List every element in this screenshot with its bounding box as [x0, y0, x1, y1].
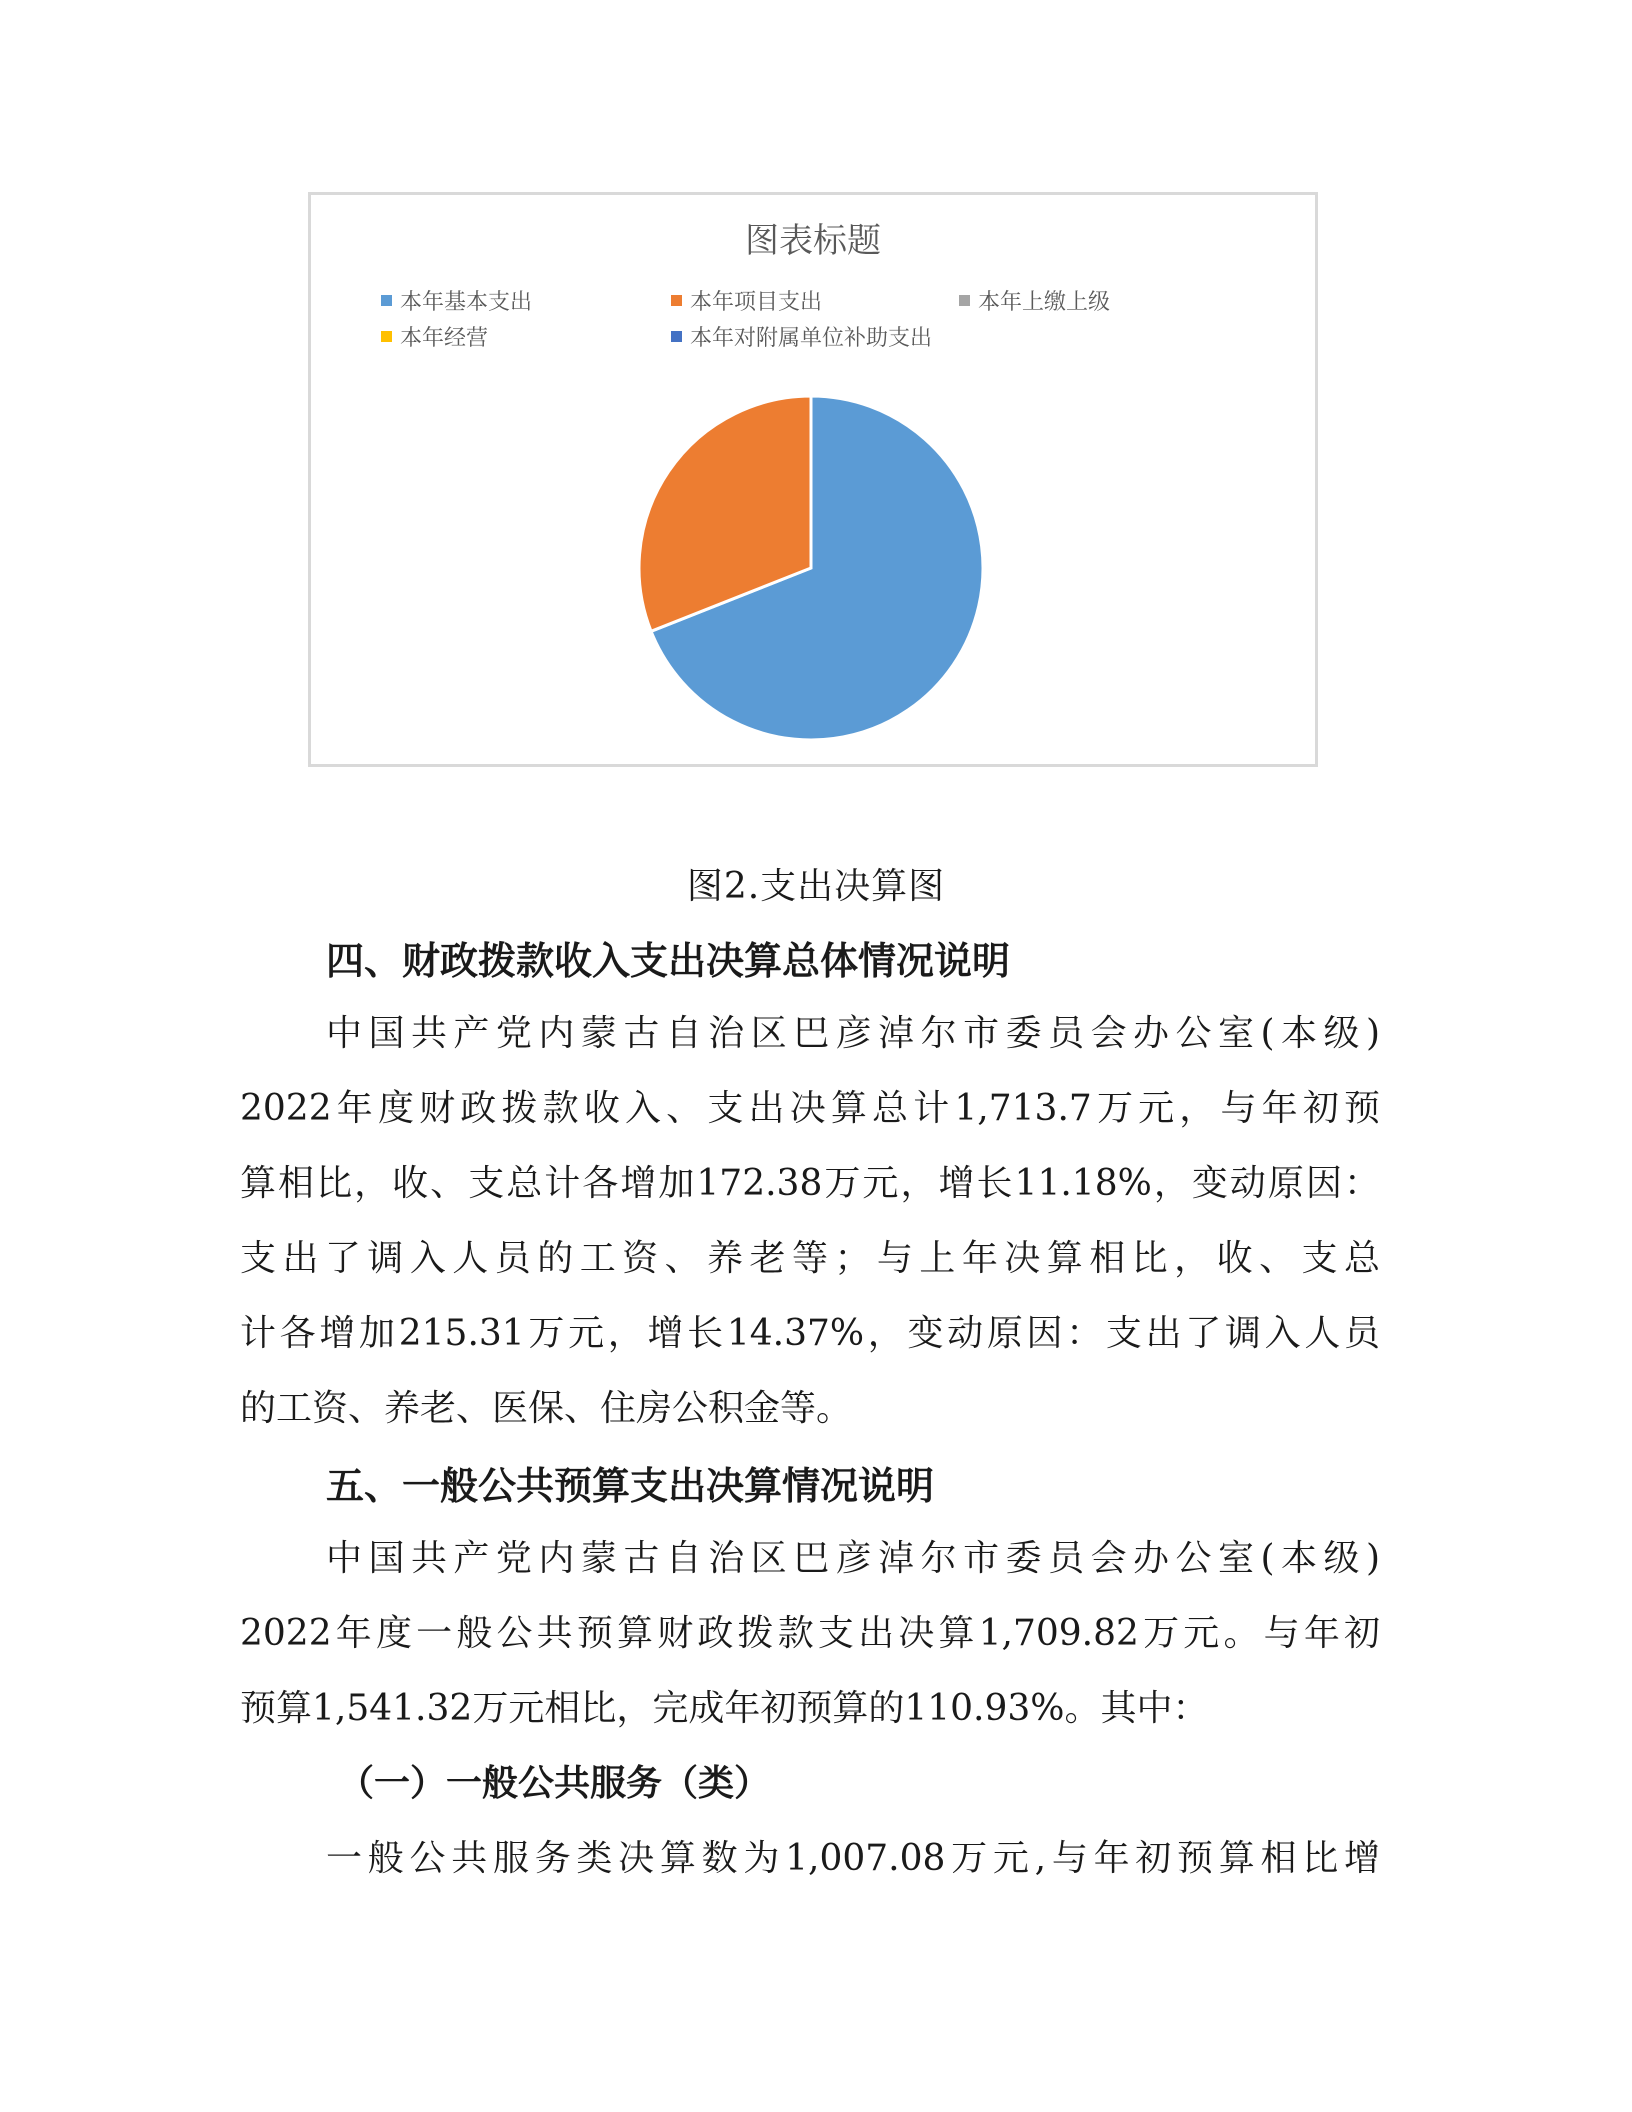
pie-svg: [311, 195, 1315, 764]
legend-label: 本年经营: [400, 326, 489, 351]
legend-label: 本年项目支出: [690, 290, 823, 315]
legend-label: 本年对附属单位补助支出: [690, 326, 933, 351]
paragraph-line: 2022年度财政拨款收入、支出决算总计1,713.7万元，与年初预: [240, 1088, 1380, 1129]
paragraph-line: 计各增加215.31万元，增长14.37%，变动原因：支出了调入人员: [240, 1313, 1380, 1354]
section-5-heading: 五、一般公共预算支出决算情况说明: [326, 1464, 935, 1508]
chart-title: 图表标题: [745, 221, 881, 261]
paragraph-line: 中国共产党内蒙古自治区巴彦淖尔市委员会办公室(本级): [326, 1538, 1380, 1579]
paragraph-line: 算相比，收、支总计各增加172.38万元，增长11.18%，变动原因：: [240, 1163, 1380, 1204]
section-4-heading: 四、财政拨款收入支出决算总体情况说明: [326, 939, 1011, 983]
paragraph-line: 2022年度一般公共预算财政拨款支出决算1,709.82万元。与年初: [240, 1613, 1380, 1654]
legend-label: 本年基本支出: [400, 290, 533, 315]
paragraph-line: 支出了调入人员的工资、养老等；与上年决算相比，收、支总: [240, 1238, 1380, 1279]
paragraph-line: 中国共产党内蒙古自治区巴彦淖尔市委员会办公室(本级): [326, 1013, 1380, 1054]
pie-chart: [308, 192, 1318, 767]
paragraph-line: 的工资、养老、医保、住房公积金等。: [240, 1388, 853, 1429]
paragraph-line: 预算1,541.32万元相比，完成年初预算的110.93%。其中：: [240, 1688, 1209, 1729]
subsection-heading: （一）一般公共服务（类）: [338, 1762, 771, 1804]
paragraph-line: 一般公共服务类决算数为1,007.08万元,与年初预算相比增: [326, 1838, 1380, 1879]
figure-caption: 图2.支出决算图: [686, 866, 946, 907]
legend-label: 本年上缴上级: [978, 290, 1111, 315]
